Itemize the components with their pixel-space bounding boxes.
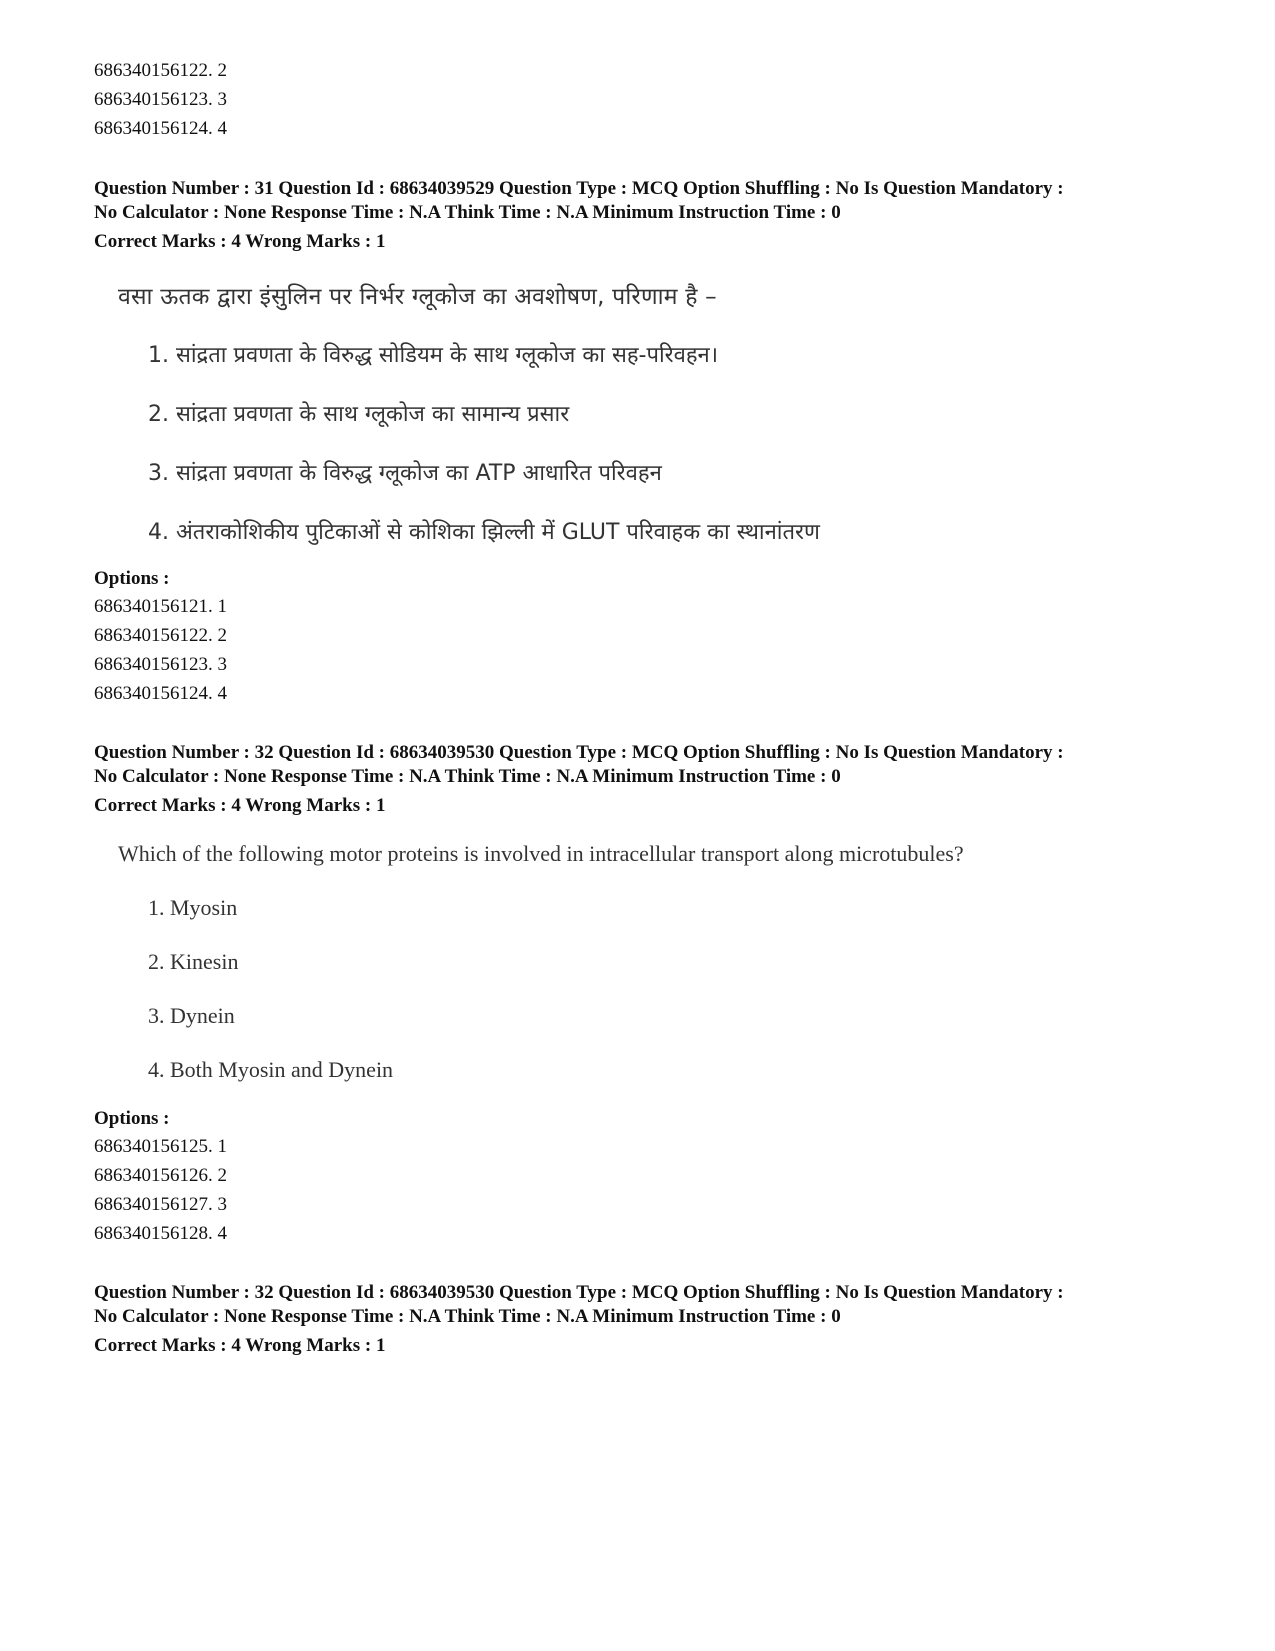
q32-repeat-meta-line-2: No Calculator : None Response Time : N.A Think Time : N.A Minimum Instruction Time : 0	[94, 1306, 841, 1327]
q32-options-list	[94, 1132, 227, 1248]
q31-header	[94, 177, 1214, 254]
q31-choice-4: 4. अंतराकोशिकीय पुटिकाओं से कोशिका झिल्ली में GLUT परिवाहक का स्थानांतरण	[148, 520, 820, 545]
option-line: 686340156124. 4	[94, 683, 227, 704]
q31-question-body	[118, 282, 1118, 548]
option-line: 686340156123. 3	[94, 89, 227, 110]
q32-repeat-meta-line-1: Question Number : 32 Question Id : 68634039530 Question Type : MCQ Option Shuffling : No Is Question Mandatory :	[94, 1282, 1064, 1303]
option-line: 686340156121. 1	[94, 596, 227, 617]
option-line: 686340156126. 2	[94, 1165, 227, 1186]
q31-options-list	[94, 592, 227, 708]
q31-choice-2: 2. सांद्रता प्रवणता के साथ ग्लूकोज का सामान्य प्रसार	[148, 402, 570, 427]
q31-choice-1: 1. सांद्रता प्रवणता के विरुद्ध सोडियम के साथ ग्लूकोज का सह-परिवहन।	[148, 343, 719, 368]
option-line: 686340156128. 4	[94, 1223, 227, 1244]
q32-stem: Which of the following motor proteins is involved in intracellular transport along microtubules?	[118, 841, 964, 866]
q32-repeat-marks: Correct Marks : 4 Wrong Marks : 1	[94, 1335, 386, 1356]
q32-header	[94, 741, 1214, 818]
q31-meta-line-2: No Calculator : None Response Time : N.A Think Time : N.A Minimum Instruction Time : 0	[94, 202, 841, 223]
q32-meta-line-1: Question Number : 32 Question Id : 68634039530 Question Type : MCQ Option Shuffling : No Is Question Mandatory :	[94, 742, 1064, 763]
option-line: 686340156122. 2	[94, 625, 227, 646]
q32-choice-1: 1. Myosin	[148, 895, 238, 920]
q32-choice-3: 3. Dynein	[148, 1003, 235, 1028]
q31-options-label: Options :	[94, 568, 170, 589]
option-line: 686340156123. 3	[94, 654, 227, 675]
previous-options-list	[94, 56, 227, 143]
q31-meta-line-1: Question Number : 31 Question Id : 68634039529 Question Type : MCQ Option Shuffling : No Is Question Mandatory :	[94, 178, 1064, 199]
q31-stem: वसा ऊतक द्वारा इंसुलिन पर निर्भर ग्लूकोज का अवशोषण, परिणाम है –	[118, 284, 717, 310]
q32-meta-line-2: No Calculator : None Response Time : N.A Think Time : N.A Minimum Instruction Time : 0	[94, 766, 841, 787]
q32-choice-2: 2. Kinesin	[148, 949, 239, 974]
q32-marks: Correct Marks : 4 Wrong Marks : 1	[94, 795, 386, 816]
option-line: 686340156125. 1	[94, 1136, 227, 1157]
q31-choice-3: 3. सांद्रता प्रवणता के विरुद्ध ग्लूकोज का ATP आधारित परिवहन	[148, 461, 662, 486]
option-line: 686340156127. 3	[94, 1194, 227, 1215]
option-line: 686340156122. 2	[94, 60, 227, 81]
option-line: 686340156124. 4	[94, 118, 227, 139]
q32-options-label: Options :	[94, 1108, 170, 1129]
q32-repeat-header	[94, 1281, 1214, 1358]
q31-marks: Correct Marks : 4 Wrong Marks : 1	[94, 231, 386, 252]
q32-choice-4: 4. Both Myosin and Dynein	[148, 1057, 394, 1082]
q32-question-body	[118, 840, 1118, 1084]
